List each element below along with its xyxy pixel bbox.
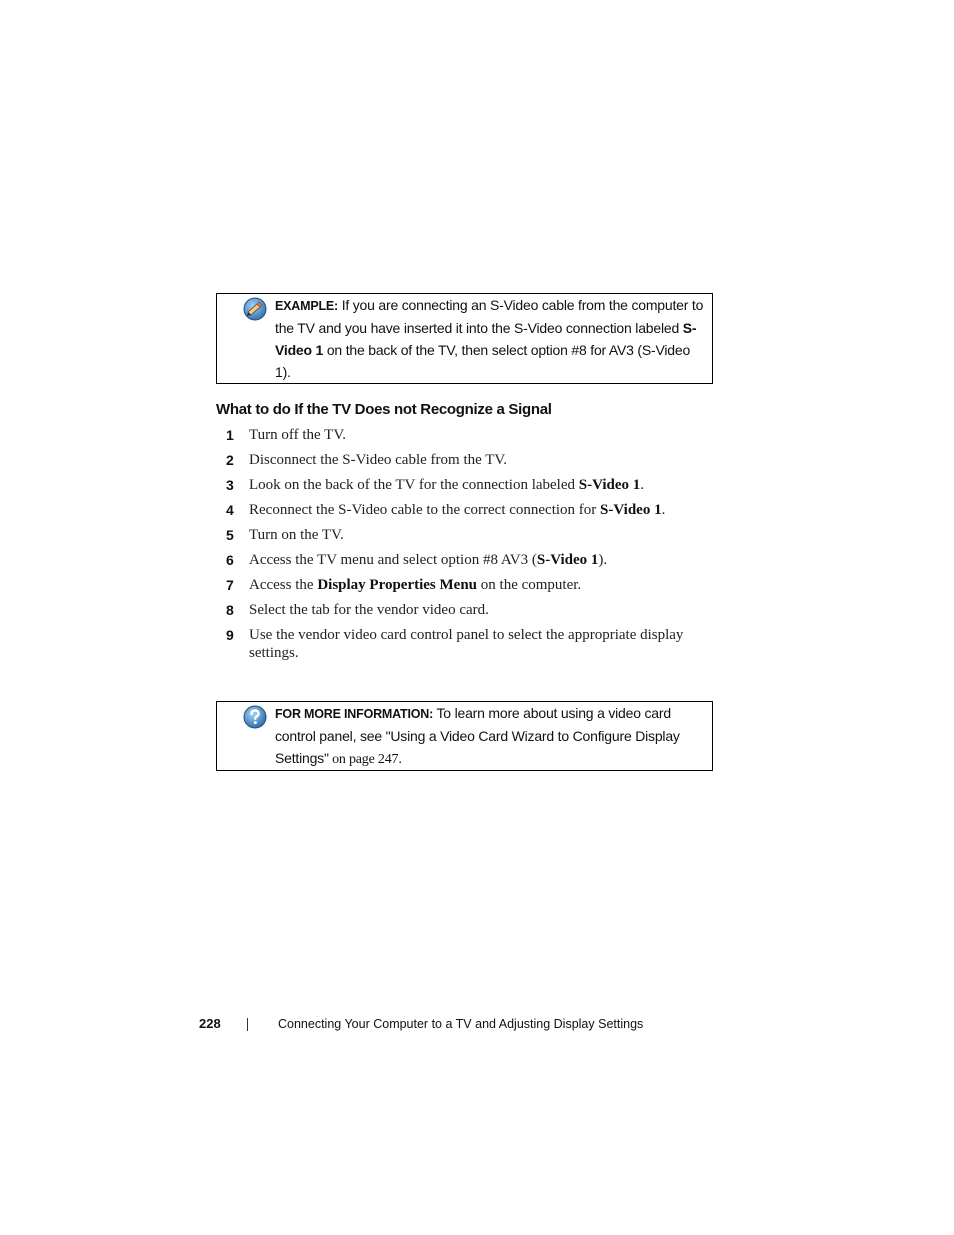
example-notice-text [275,294,704,383]
step-number: 8 [226,602,234,618]
step-number: 7 [226,577,234,593]
step-4 [216,501,716,519]
step-text [249,426,716,444]
step-text-post: . [661,502,666,518]
step-text [249,551,716,569]
step-text-pre: Turn on the TV. [249,527,344,543]
step-text-pre: Access the [249,577,318,593]
step-5 [216,526,716,544]
step-8 [216,601,716,619]
step-text-pre: Select the tab for the vendor video card. [249,602,489,618]
more-information-text-part2: . [398,750,402,766]
step-text-pre: Use the vendor video card control panel to select the appropriate display settings. [249,627,684,661]
example-notice [216,293,713,384]
step-text [249,626,716,662]
step-text-bold: S-Video 1 [578,477,641,493]
step-text-bold: S-Video 1 [536,552,599,568]
step-text-pre: Turn off the TV. [249,427,346,443]
step-3 [216,476,716,494]
step-text-pre: Reconnect the S-Video cable to the correct connection for [249,502,601,518]
step-number: 3 [226,477,234,493]
more-information-text-part1: To learn more about using a video card control panel, see "Using a Video Card Wizard to Configure Display Settings" [275,705,680,766]
step-text-post: . [640,477,645,493]
step-text [249,501,716,519]
step-1 [216,426,716,444]
step-number: 1 [226,427,234,443]
steps-list [216,426,716,669]
step-2 [216,451,716,469]
step-9 [216,626,716,662]
step-text [249,476,716,494]
step-text [249,601,716,619]
example-notice-text-part2: on the back of the TV, then select option #8 for AV3 (S-Video 1). [275,342,691,380]
step-text-pre: Look on the back of the TV for the connection labeled [249,477,579,493]
step-7 [216,576,716,594]
section-heading: What to do If the TV Does not Recognize a Signal [216,401,552,418]
step-text-bold: Display Properties Menu [317,577,478,593]
pencil-note-icon [243,297,267,321]
step-text-post: ). [598,552,608,568]
more-information-page-ref: on page 247 [328,752,399,767]
more-information-notice [216,701,713,771]
step-text-pre: Disconnect the S-Video cable from the TV. [249,452,508,468]
step-number: 5 [226,527,234,543]
step-number: 9 [226,627,234,643]
example-notice-text-part1: If you are connecting an S-Video cable from the computer to the TV and you have inserted it into the S-Video connection labeled [275,297,704,336]
step-text [249,451,716,469]
step-text [249,526,716,544]
footer-separator [247,1018,248,1031]
step-text-bold: S-Video 1 [600,502,662,518]
step-text [249,576,716,594]
running-title: Connecting Your Computer to a TV and Adjusting Display Settings [278,1017,644,1031]
step-text-post: on the computer. [477,577,582,593]
step-text-pre: Access the TV menu and select option #8 AV3 ( [249,552,537,568]
step-number: 2 [226,452,234,468]
example-notice-bold-label: S-Video 1 [275,320,697,358]
more-information-lead: FOR MORE INFORMATION: [275,707,434,721]
step-number: 6 [226,552,234,568]
example-notice-lead: EXAMPLE: [275,299,338,313]
page-number: 228 [199,1016,221,1031]
more-information-text [275,702,704,771]
question-circle-icon [243,705,267,729]
step-number: 4 [226,502,234,518]
step-6 [216,551,716,569]
